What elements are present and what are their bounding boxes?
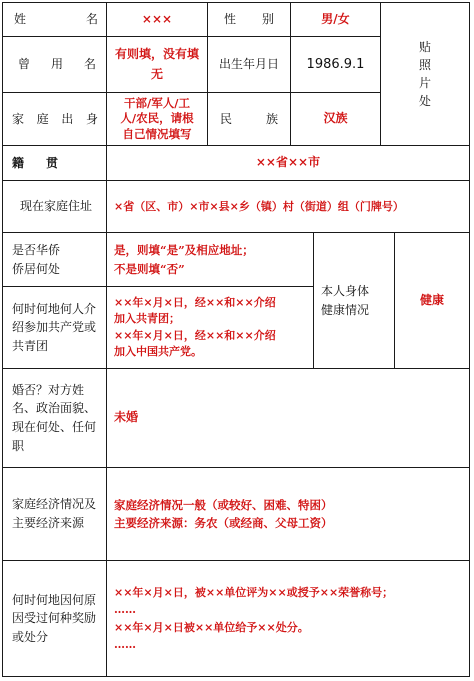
name-label: 姓 名 xyxy=(14,12,98,27)
party-membership-label: 何时何地何人介 绍参加共产党或 共青团 xyxy=(12,301,97,353)
birth-date-value: 1986.9.1 xyxy=(306,57,365,72)
family-economy-value: 家庭经济情况一般（或较好、困难、特困） 主要经济来源：务农（或经商、父母工资） xyxy=(114,497,333,530)
ethnicity-label: 民 族 xyxy=(220,111,278,126)
name-value: ××× xyxy=(141,11,173,26)
native-place-label: 籍 贯 xyxy=(12,155,59,170)
party-membership-value: ××年×月×日，经××和××介绍 加入共青团； ××年×月×日，经××和××介绍 加入中国共产党。 xyxy=(114,295,276,358)
row-divider xyxy=(2,676,470,677)
former-name-label: 曾 用 名 xyxy=(18,57,96,72)
gender-value: 男/女 xyxy=(321,11,350,26)
personal-information-form xyxy=(2,2,470,677)
home-address-value: ×省（区、市）×市×县×乡（镇）村（街道）组（门牌号） xyxy=(114,199,404,213)
health-label: 本人身体 健康情况 xyxy=(321,283,370,317)
native-place-value: ××省××市 xyxy=(255,155,321,170)
marriage-value: 未婚 xyxy=(114,410,139,425)
awards-value: ××年×月×日，被××单位评为××或授予××荣誉称号； …… ××年×月×日被××单位给予××处分。 …… xyxy=(114,586,394,651)
home-address-label: 现在家庭住址 xyxy=(20,199,93,214)
col-divider xyxy=(469,2,470,677)
family-origin-label: 家 庭 出 身 xyxy=(12,111,98,126)
family-economy-label: 家庭经济情况及 主要经济来源 xyxy=(12,497,97,530)
family-origin-value: 干部/军人/工 人/农民，请根 自己情况填写 xyxy=(120,95,194,141)
ethnicity-value: 汉族 xyxy=(323,111,348,126)
col-divider xyxy=(2,2,3,677)
former-name-value: 有则填，没有填 无 xyxy=(114,47,199,81)
overseas-value: 是，则填“是”及相应地址； 不是则填“否” xyxy=(114,243,254,276)
health-value: 健康 xyxy=(419,292,444,307)
gender-label: 性 别 xyxy=(224,12,274,27)
photo-placeholder: 贴 照 片 处 xyxy=(418,40,431,108)
birth-date-label: 出生年月日 xyxy=(218,57,279,72)
marriage-label: 婚否？对方姓 名、政治面貌、 现在何处、任何 职 xyxy=(12,382,97,453)
awards-label: 何时何地因何原 因受过何种奖励 或处分 xyxy=(12,592,97,644)
col-divider xyxy=(313,232,314,368)
overseas-label: 是否华侨 侨居何处 xyxy=(12,242,61,276)
